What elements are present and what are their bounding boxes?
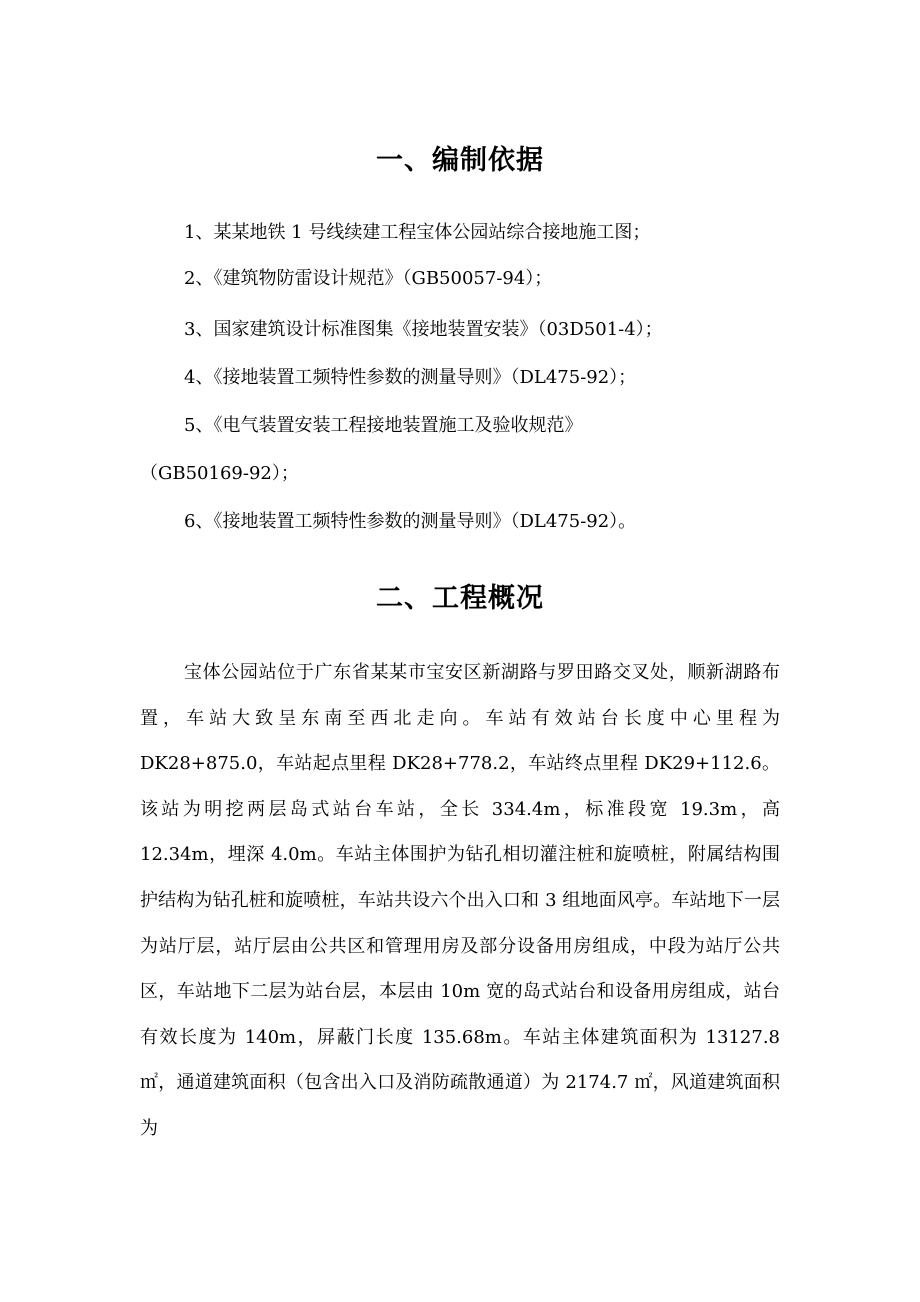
basis-item-3: 3、国家建筑设计标准图集《接地装置安装》（03D501-4）；: [184, 319, 663, 340]
basis-item-6: 6、《接地装置工频特性参数的测量导则》（DL475-92）。: [184, 511, 637, 532]
overview-paragraph: 宝体公园站位于广东省某某市宝安区新湖路与罗田路交叉处，顺新湖路布置，车站大致呈东南至西北走向。车站有效站台长度中心里程为 DK28+875.0，车站起点里程 DK28+778.2，车站终点里程 DK29+112.6。该站为明挖两层岛式站台车站，全长 334.4m，标准段宽 19.3m，高 12.34m，埋深 4.0m。车站主体围护为钻孔相切灌注桩和旋喷桩，附属结构围护结构为钻孔桩和旋喷桩，车站共设六个出入口和 3 组地面风亭。车站地下一层为站厅层，站厅层由公共区和管理用房及部分设备用房组成，中段为站厅公共区，车站地下二层为站台层，本层由 10m 宽的岛式站台和设备用房组成，站台有效长度为 140m，屏蔽门长度 135.68m。车站主体建筑面积为 13127.8 ㎡，通道建筑面积（包含出入口及消防疏散通道）为 2174.7 ㎡，风道建筑面积为: [140, 662, 780, 1139]
basis-item-5: 5、《电气装置安装工程接地装置施工及验收规范》: [184, 415, 583, 436]
section-heading-overview: 二、工程概况: [376, 583, 544, 614]
section-heading-basis: 一、编制依据: [376, 145, 544, 176]
basis-item-1: 1、某某地铁 1 号线续建工程宝体公园站综合接地施工图；: [184, 222, 651, 243]
basis-item-5-continued: （GB50169-92）；: [140, 463, 299, 484]
basis-item-2: 2、《建筑物防雷设计规范》（GB50057-94）；: [184, 268, 553, 289]
basis-item-4: 4、《接地装置工频特性参数的测量导则》（DL475-92）；: [184, 367, 637, 388]
